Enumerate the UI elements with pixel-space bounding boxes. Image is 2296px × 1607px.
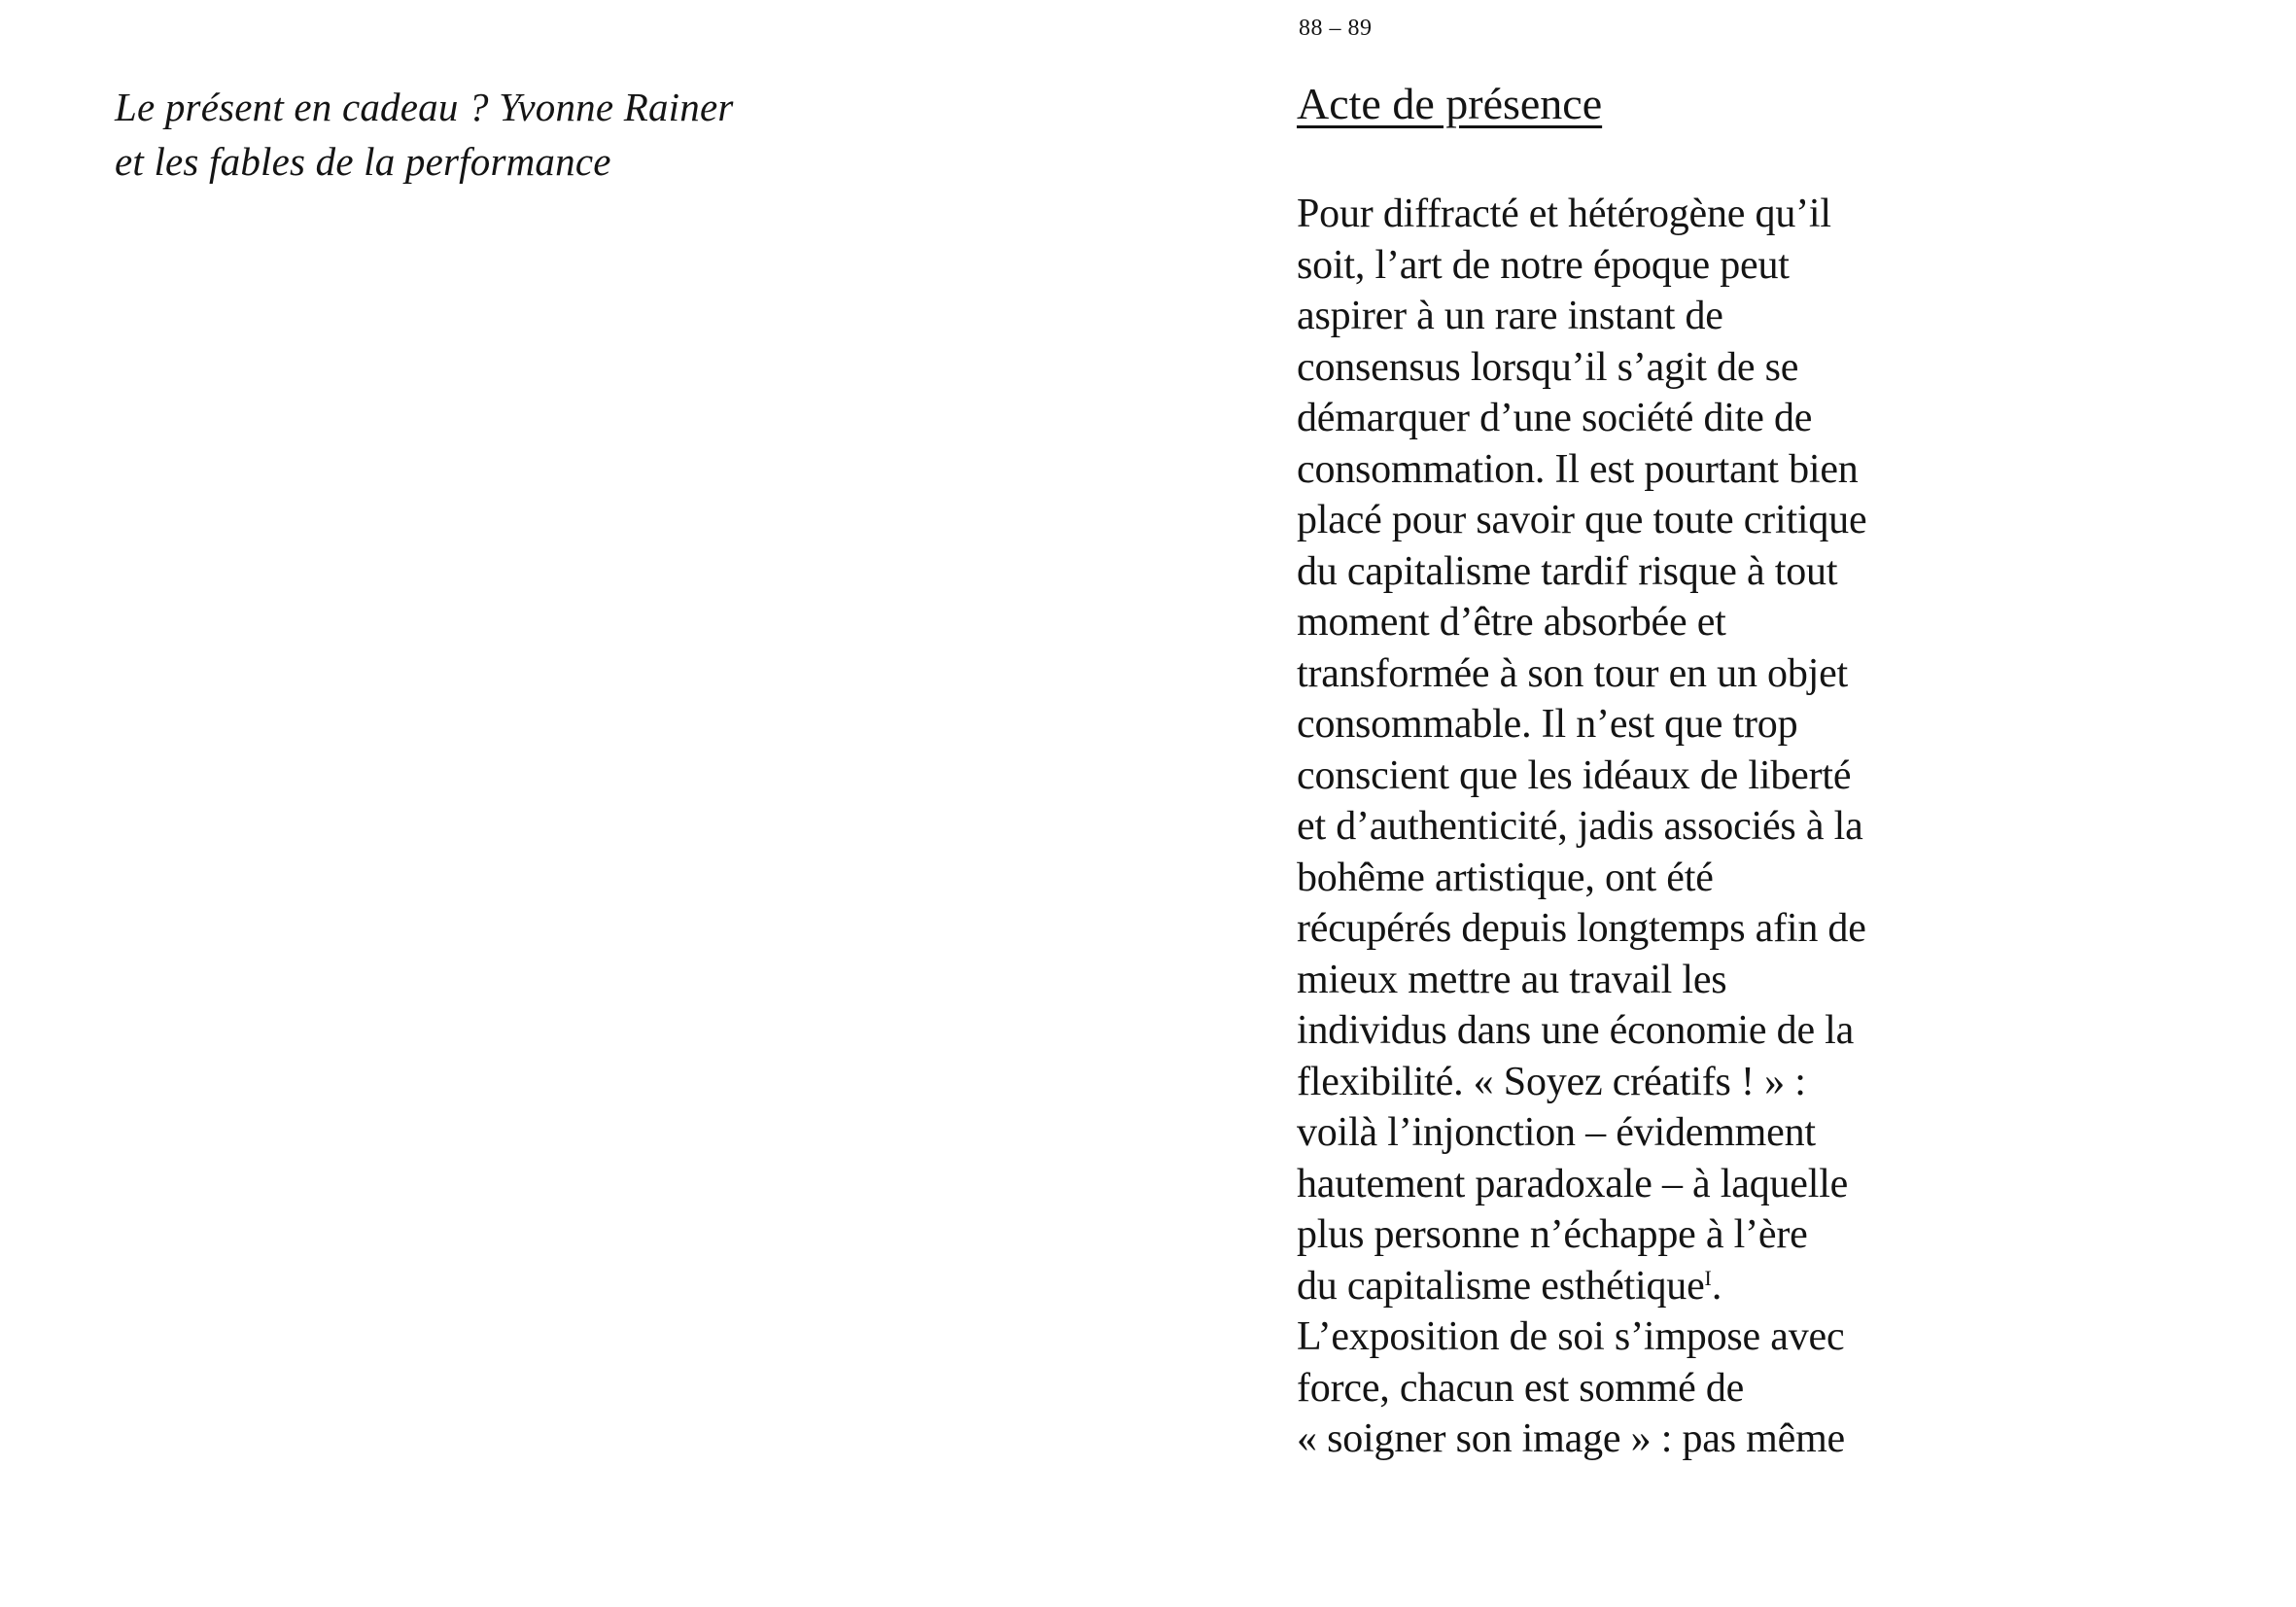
body-line-text: récupérés depuis longtemps afin de xyxy=(1297,906,1866,951)
body-line xyxy=(1297,342,2055,394)
body-line-text: transformée à son tour en un objet xyxy=(1297,650,1849,696)
body-line-text: « soigner son image » : pas même xyxy=(1297,1416,1845,1461)
body-line-text: voilà l’injonction – évidemment xyxy=(1297,1110,1816,1155)
body-line xyxy=(1297,189,2055,240)
body-line xyxy=(1297,1057,2055,1108)
chapter-title xyxy=(115,80,734,189)
body-line-text: placé pour savoir que toute critique xyxy=(1297,498,1867,542)
body-line xyxy=(1297,597,2055,648)
body-line-text: mieux mettre au travail les xyxy=(1297,957,1727,1002)
body-line xyxy=(1297,853,2055,904)
body-line xyxy=(1297,1363,2055,1415)
body-line-text: Pour diffracté et hétérogène qu’il xyxy=(1297,192,1831,236)
body-line xyxy=(1297,1107,2055,1159)
body-line-text: aspirer à un rare instant de xyxy=(1297,294,1723,338)
footnote-marker: I xyxy=(1704,1266,1712,1290)
body-line-text: conscient que les idéaux de liberté xyxy=(1297,752,1852,798)
section-heading: Acte de présence xyxy=(1297,79,1603,128)
body-line xyxy=(1297,955,2055,1006)
body-line-text: et d’authenticité, jadis associés à la xyxy=(1297,804,1863,849)
body-line xyxy=(1297,801,2055,853)
body-line xyxy=(1297,1414,2055,1465)
body-line xyxy=(1297,648,2055,700)
body-line-text: soit, l’art de notre époque peut xyxy=(1297,242,1790,288)
body-line xyxy=(1297,1159,2055,1210)
chapter-title-line-2: et les fables de la performance xyxy=(115,139,611,184)
body-line xyxy=(1297,495,2055,546)
body-line xyxy=(1297,903,2055,955)
body-line-text: flexibilité. « Soyez créatifs ! » : xyxy=(1297,1059,1806,1104)
body-line xyxy=(1297,699,2055,751)
body-line xyxy=(1297,1261,2055,1312)
body-line xyxy=(1297,240,2055,292)
body-line-text: démarquer d’une société dite de xyxy=(1297,396,1813,440)
body-line-text: L’exposition de soi s’impose avec xyxy=(1297,1314,1845,1359)
body-line-text: consensus lorsqu’il s’agit de se xyxy=(1297,344,1799,390)
body-line xyxy=(1297,546,2055,598)
body-line-text: consommable. Il n’est que trop xyxy=(1297,702,1798,747)
body-line-text: du capitalisme esthétique xyxy=(1297,1263,1705,1309)
chapter-title-line-1: Le présent en cadeau ? Yvonne Rainer xyxy=(115,85,734,129)
body-line xyxy=(1297,1005,2055,1057)
body-line-text: individus dans une économie de la xyxy=(1297,1008,1855,1053)
body-line xyxy=(1297,393,2055,444)
body-line-text: du capitalisme tardif risque à tout xyxy=(1297,548,1838,594)
body-line-text: moment d’être absorbée et xyxy=(1297,600,1726,645)
body-paragraph xyxy=(1297,189,2055,1465)
body-line xyxy=(1297,291,2055,342)
page-numbers: 88 – 89 xyxy=(1299,16,1373,41)
body-line-text: plus personne n’échappe à l’ère xyxy=(1297,1212,1808,1257)
body-line xyxy=(1297,1209,2055,1261)
body-line-text: hautement paradoxale – à laquelle xyxy=(1297,1161,1849,1206)
body-line xyxy=(1297,444,2055,496)
body-line-text: . xyxy=(1711,1263,1722,1309)
body-line-text: force, chacun est sommé de xyxy=(1297,1365,1745,1411)
body-line xyxy=(1297,751,2055,802)
body-line xyxy=(1297,1311,2055,1363)
body-line-text: consommation. Il est pourtant bien xyxy=(1297,446,1859,492)
body-line-text: bohême artistique, ont été xyxy=(1297,855,1714,900)
